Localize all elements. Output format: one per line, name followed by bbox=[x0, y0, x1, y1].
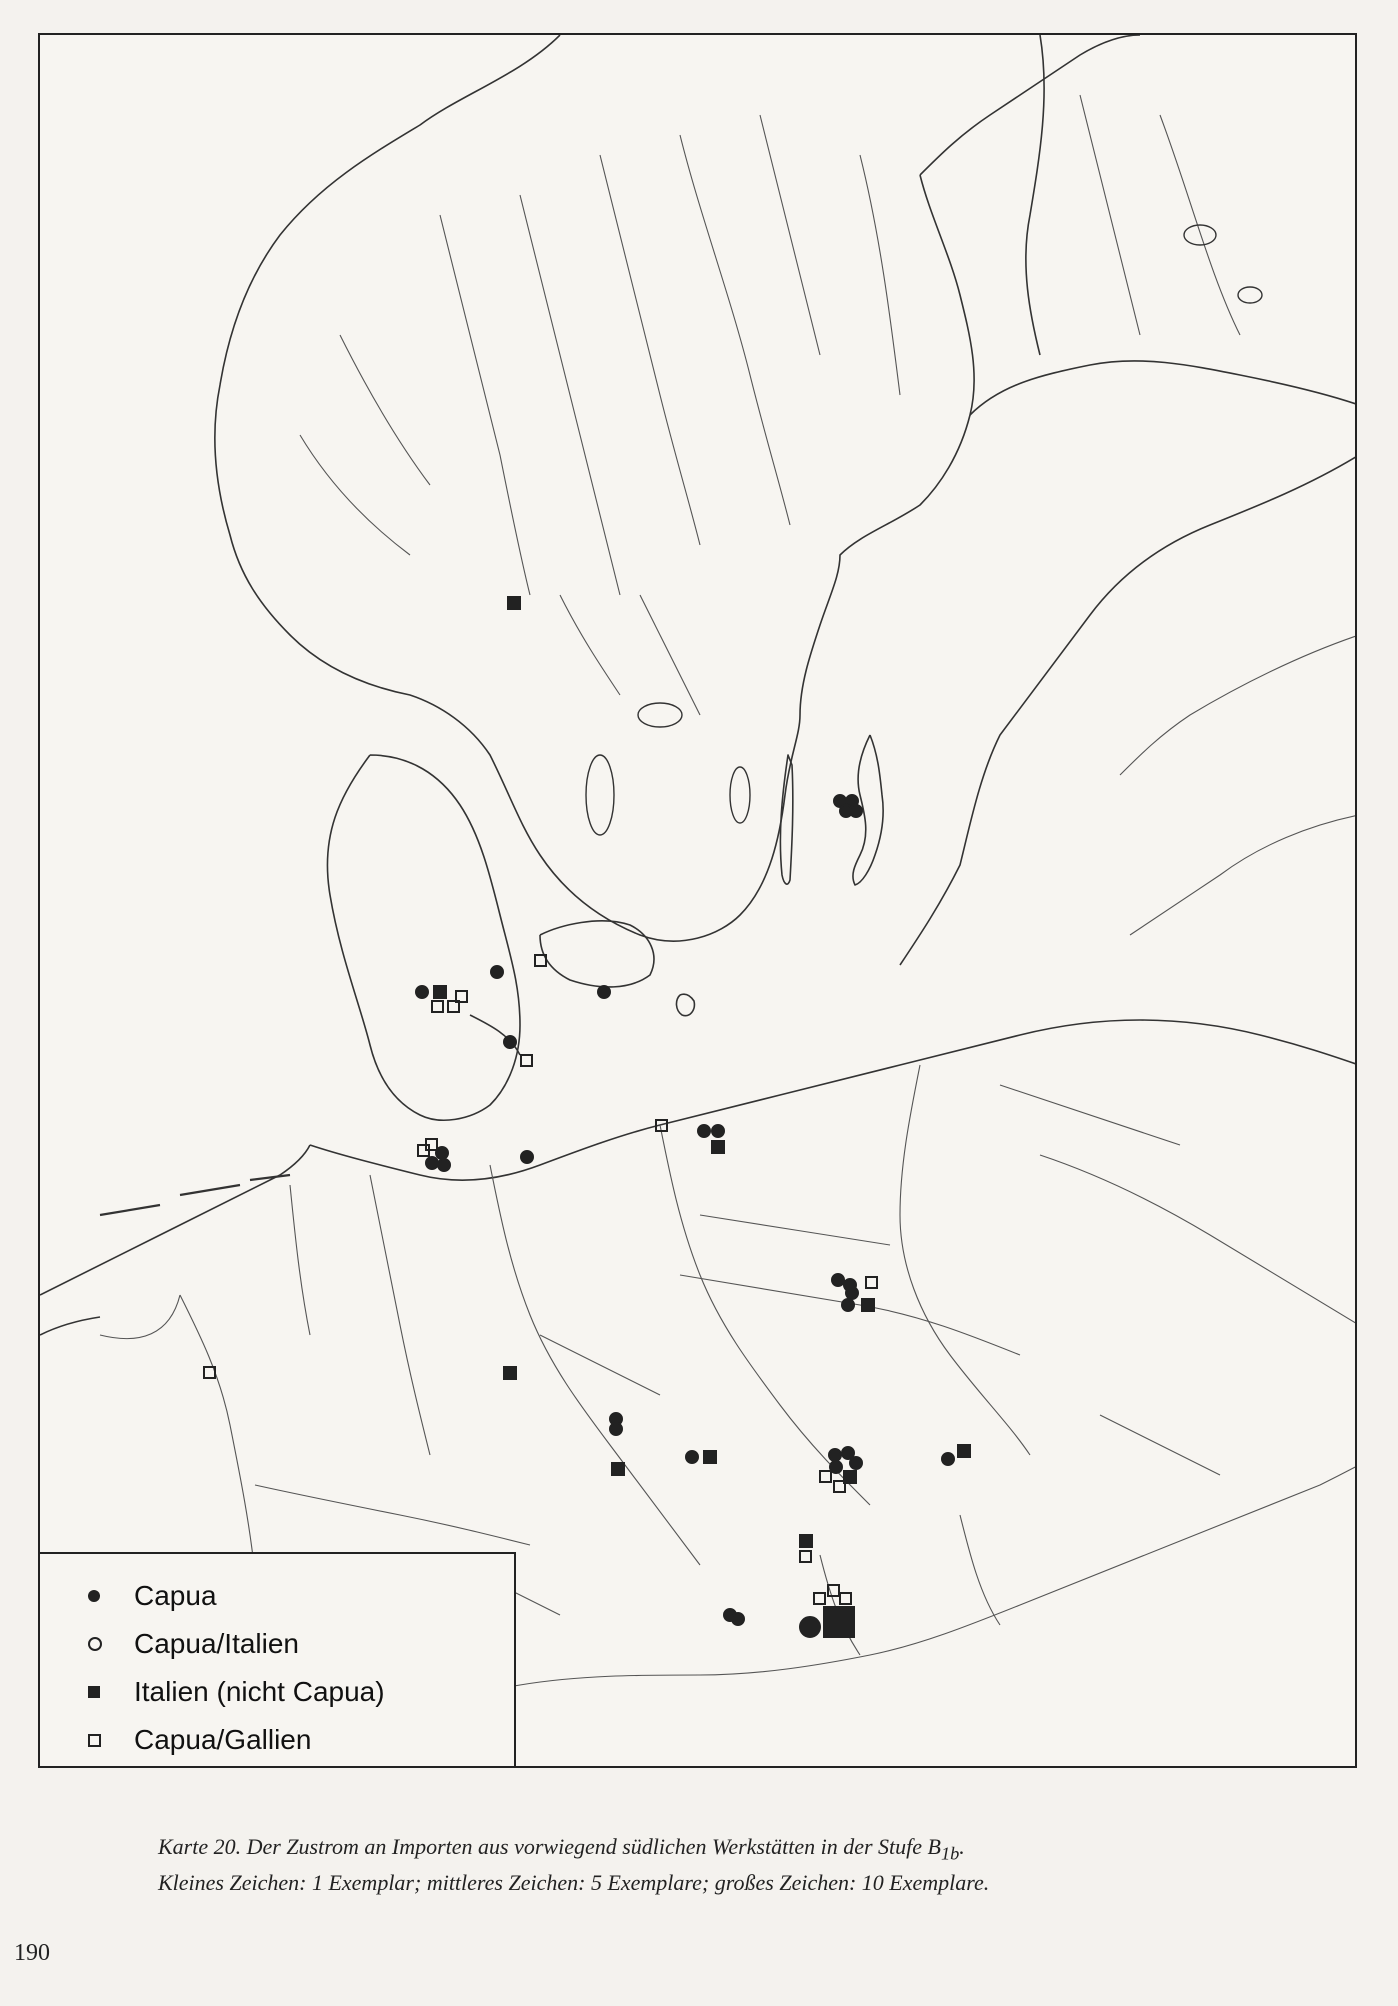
marker-capua bbox=[942, 1453, 954, 1465]
caption-subscript: 1b bbox=[940, 1843, 960, 1864]
marker-capua bbox=[698, 1125, 710, 1137]
coastlines bbox=[40, 35, 1357, 1335]
caption-period: . bbox=[959, 1834, 965, 1859]
marker-italien bbox=[612, 1463, 624, 1475]
marker-italien bbox=[504, 1367, 516, 1379]
legend-label: Capua/Gallien bbox=[134, 1724, 312, 1755]
marker-capua-gallien bbox=[840, 1593, 851, 1604]
marker-capua bbox=[686, 1451, 698, 1463]
legend-item-capua-italien bbox=[88, 1620, 514, 1668]
filled-square-icon bbox=[88, 1686, 134, 1698]
marker-capua-gallien bbox=[814, 1593, 825, 1604]
marker-capua bbox=[732, 1613, 744, 1625]
marker-italien bbox=[508, 597, 520, 609]
marker-capua bbox=[491, 966, 503, 978]
legend-label: Capua/Italien bbox=[134, 1628, 300, 1659]
marker-capua bbox=[504, 1036, 516, 1048]
filled-circle-icon bbox=[88, 1590, 134, 1602]
map-caption bbox=[158, 1832, 1258, 1898]
marker-capua-gallien bbox=[800, 1551, 811, 1562]
marker-capua bbox=[850, 1457, 862, 1469]
legend-item-italien bbox=[88, 1668, 514, 1716]
map-legend bbox=[40, 1552, 516, 1766]
open-square-icon bbox=[88, 1734, 134, 1747]
legend-label: Italien (nicht Capua) bbox=[134, 1676, 385, 1707]
marker-capua-gallien bbox=[866, 1277, 877, 1288]
marker-capua-gallien bbox=[820, 1471, 831, 1482]
marker-capua bbox=[712, 1125, 724, 1137]
open-circle-icon bbox=[88, 1637, 134, 1651]
marker-capua bbox=[521, 1151, 533, 1163]
marker-capua bbox=[844, 1279, 856, 1291]
caption-text: Karte 20. Der Zustrom an Importen aus vorwiegend südlichen Werkstätten in der Stufe B bbox=[158, 1834, 941, 1859]
legend-item-capua bbox=[88, 1572, 514, 1620]
marker-capua bbox=[438, 1159, 450, 1171]
legend-item-capua-gallien bbox=[88, 1716, 514, 1764]
open-markers bbox=[204, 955, 877, 1604]
marker-capua bbox=[610, 1423, 622, 1435]
marker-italien bbox=[800, 1535, 812, 1547]
marker-capua bbox=[829, 1449, 841, 1461]
caption-line-1 bbox=[158, 1832, 1258, 1868]
marker-capua bbox=[842, 1299, 854, 1311]
marker-italien bbox=[862, 1299, 874, 1311]
marker-italien bbox=[712, 1141, 724, 1153]
marker-italien-large bbox=[824, 1607, 854, 1637]
caption-line-2: Kleines Zeichen: 1 Exemplar; mittleres Zeichen: 5 Exemplare; großes Zeichen: 10 Exemplare. bbox=[158, 1870, 990, 1896]
map-frame bbox=[38, 33, 1357, 1768]
marker-capua bbox=[832, 1274, 844, 1286]
marker-italien bbox=[434, 986, 446, 998]
marker-capua bbox=[416, 986, 428, 998]
marker-capua-gallien bbox=[432, 1001, 443, 1012]
marker-italien bbox=[704, 1451, 716, 1463]
marker-capua-medium bbox=[800, 1617, 820, 1637]
marker-capua bbox=[426, 1157, 438, 1169]
map-base bbox=[40, 35, 1357, 1768]
marker-italien bbox=[958, 1445, 970, 1457]
marker-capua-gallien bbox=[521, 1055, 532, 1066]
page-number: 190 bbox=[14, 1940, 50, 1966]
marker-capua bbox=[850, 805, 862, 817]
legend-label: Capua bbox=[134, 1580, 217, 1611]
rivers bbox=[100, 95, 1357, 1735]
marker-capua bbox=[598, 986, 610, 998]
lakes bbox=[586, 225, 1262, 835]
